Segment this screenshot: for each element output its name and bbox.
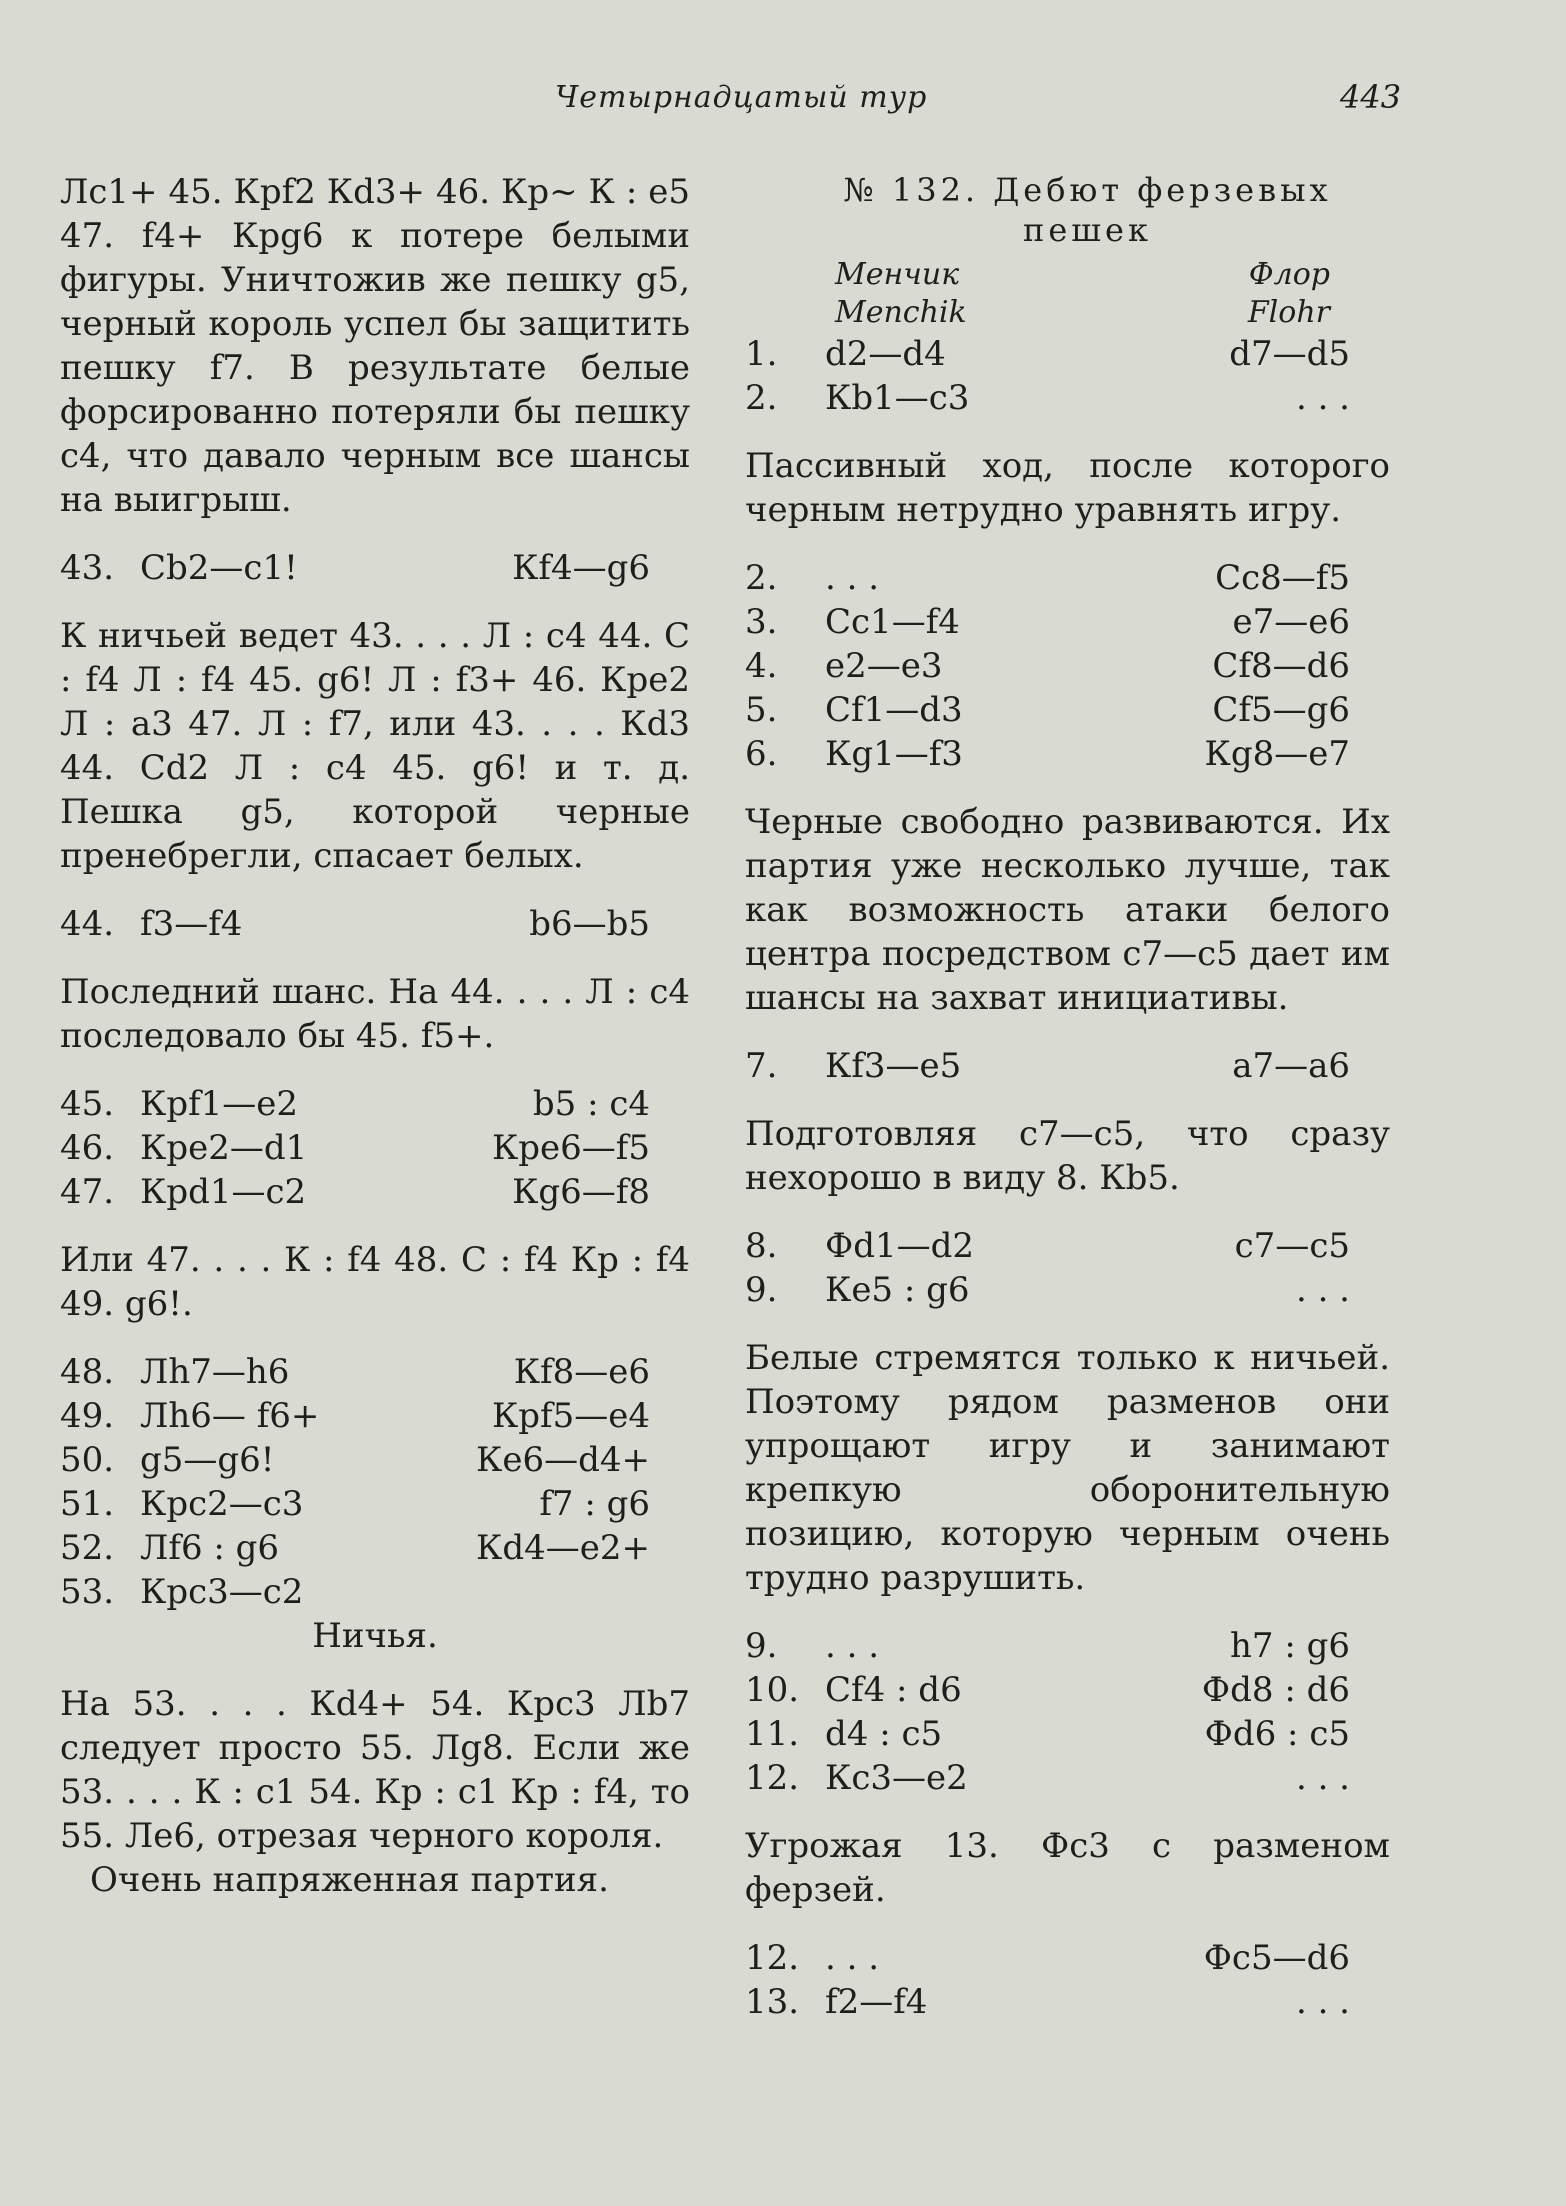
game-heading: № 132. Дебют ферзевых пешек (843, 171, 1332, 249)
black-player-ru: Флор (1248, 257, 1330, 292)
player-names-ru (745, 256, 1390, 294)
move-number: 2. (745, 378, 778, 418)
move-number: 47. (60, 1172, 115, 1212)
move-row (745, 1980, 1390, 2024)
move-row (745, 1712, 1390, 1756)
move-number: 48. (60, 1352, 115, 1392)
move-row (745, 556, 1390, 600)
move-number: 52. (60, 1528, 115, 1568)
move-number: 9. (745, 1626, 778, 1666)
white-move: Кс3—е2 (825, 1758, 968, 1798)
white-move: Лh7—h6 (140, 1352, 290, 1392)
move-row (60, 1350, 690, 1394)
black-move: d7—d5 (1229, 334, 1350, 374)
move-row (745, 600, 1390, 644)
black-move: с7—с5 (1234, 1226, 1350, 1266)
black-move: Сf8—d6 (1212, 646, 1350, 686)
black-move: Фс5—d6 (1203, 1938, 1350, 1978)
white-player-ru: Менчик (835, 257, 960, 292)
move-row (60, 546, 690, 590)
white-move: . . . (825, 1938, 880, 1978)
move-row (745, 376, 1390, 420)
player-names-lat (745, 294, 1390, 332)
commentary-paragraph: На 53. . . . Кd4+ 54. Крс3 Лb7 следует просто 55. Лg8. Если же 53. . . . К : с1 54. Кр : с1 Кр : f4, то 55. Ле6, отрезая черного короля. (60, 1684, 690, 1856)
move-row (60, 1082, 690, 1126)
black-move: Кg6—f8 (512, 1172, 650, 1212)
move-number: 1. (745, 334, 778, 374)
white-move: Крd1—с2 (140, 1172, 307, 1212)
white-move: d2—d4 (825, 334, 946, 374)
move-number: 44. (60, 904, 115, 944)
commentary-paragraph: Подготовляя с7—с5, что сразу нехорошо в виду 8. Кb5. (745, 1114, 1390, 1198)
black-move: Сf5—g6 (1212, 690, 1350, 730)
black-move: . . . (1295, 1270, 1350, 1310)
black-move: b5 : с4 (532, 1084, 650, 1124)
black-move: Кf8—е6 (513, 1352, 650, 1392)
move-number: 45. (60, 1084, 115, 1124)
move-row (745, 1936, 1390, 1980)
black-move: . . . (1295, 378, 1350, 418)
black-move: b6—b5 (529, 904, 650, 944)
move-number: 12. (745, 1758, 800, 1798)
white-move: f3—f4 (140, 904, 243, 944)
move-number: 53. (60, 1572, 115, 1612)
commentary-paragraph: Очень напряженная партия. (90, 1860, 609, 1900)
move-row (745, 1668, 1390, 1712)
white-move: Фd1—d2 (825, 1226, 975, 1266)
move-row (745, 688, 1390, 732)
black-move: Фd6 : с5 (1204, 1714, 1350, 1754)
black-move: Кf4—g6 (512, 548, 650, 588)
black-move: . . . (1295, 1982, 1350, 2022)
commentary-paragraph: Пассивный ход, после которого черным нетрудно уравнять игру. (745, 446, 1390, 530)
move-row (60, 1482, 690, 1526)
move-row (745, 332, 1390, 376)
black-move: е7—е6 (1232, 602, 1350, 642)
move-row (60, 1126, 690, 1170)
white-move: Крс2—с3 (140, 1484, 304, 1524)
black-move: Сс8—f5 (1215, 558, 1350, 598)
white-move: Кg1—f3 (825, 734, 963, 774)
page-number: 443 (1340, 78, 1402, 116)
move-number: 4. (745, 646, 778, 686)
black-move: Фd8 : d6 (1201, 1670, 1350, 1710)
commentary-paragraph: Белые стремятся только к ничьей. Поэтому рядом разменов они упрощают игру и занимают крепкую оборонительную позицию, которую черным очень трудно разрушить. (745, 1338, 1390, 1598)
black-move: . . . (1295, 1758, 1350, 1798)
white-move: Сс1—f4 (825, 602, 960, 642)
commentary-paragraph: Лс1+ 45. Крf2 Кd3+ 46. Кр~ К : е5 47. f4+ Крg6 к потере белыми фигуры. Уничтожив же пешку g5, черный король успел бы защитить пешку f7. В результате белые форсированно потеряли бы пешку с4, что давало черным все шансы на выигрыш. (60, 172, 690, 520)
running-head: Четырнадцатый тур (555, 80, 928, 115)
move-row (60, 1438, 690, 1482)
move-row (60, 1170, 690, 1214)
move-number: 46. (60, 1128, 115, 1168)
move-number: 13. (745, 1982, 800, 2022)
black-move (405, 1570, 690, 1614)
black-move: а7—а6 (1232, 1046, 1350, 1086)
white-move: f2—f4 (825, 1982, 928, 2022)
move-row (745, 1268, 1390, 1312)
move-number: 6. (745, 734, 778, 774)
move-row (60, 1394, 690, 1438)
commentary-paragraph: Последний шанс. На 44. . . . Л : с4 последовало бы 45. f5+. (60, 972, 690, 1056)
move-number: 51. (60, 1484, 115, 1524)
white-move: е2—е3 (825, 646, 943, 686)
white-move: Крс3—с2 (140, 1572, 304, 1612)
move-number: 7. (745, 1046, 778, 1086)
white-move: Крf1—е2 (140, 1084, 299, 1124)
move-number: 8. (745, 1226, 778, 1266)
move-number: 3. (745, 602, 778, 642)
black-move: Ке6—d4+ (476, 1440, 650, 1480)
black-move: Кg8—е7 (1204, 734, 1350, 774)
black-player-lat: Flohr (1247, 295, 1330, 330)
white-move: Сf1—d3 (825, 690, 963, 730)
move-number: 49. (60, 1396, 115, 1436)
commentary-paragraph: К ничьей ведет 43. . . . Л : с4 44. С : f4 Л : f4 45. g6! Л : f3+ 46. Кре2 Л : а3 47. Л : f7, или 43. . . . Кd3 44. Сd2 Л : с4 45. g6! и т. д. Пешка g5, которой черные пренебрегли, спасает белых. (60, 616, 690, 876)
commentary-paragraph: Черные свободно развиваются. Их партия уже несколько лучше, так как возможность атаки белого центра посредством с7—с5 дает им шансы на захват инициативы. (745, 802, 1390, 1018)
white-move: Лh6— f6+ (140, 1396, 320, 1436)
move-row (60, 902, 690, 946)
move-row (60, 1570, 690, 1614)
move-number: 9. (745, 1270, 778, 1310)
black-move: h7 : g6 (1230, 1626, 1350, 1666)
white-move: Лf6 : g6 (140, 1528, 280, 1568)
move-number: 2. (745, 558, 778, 598)
white-player-lat: Menchik (835, 295, 967, 330)
white-move: . . . (825, 1626, 880, 1666)
move-number: 12. (745, 1938, 800, 1978)
move-number: 11. (745, 1714, 800, 1754)
move-row (745, 1224, 1390, 1268)
black-move: Кре6—f5 (491, 1128, 650, 1168)
commentary-paragraph: Или 47. . . . К : f4 48. С : f4 Кр : f4 49. g6!. (60, 1240, 690, 1324)
white-move: g5—g6! (140, 1440, 275, 1480)
white-move: Ке5 : g6 (825, 1270, 970, 1310)
white-move: . . . (825, 558, 880, 598)
move-row (745, 1756, 1390, 1800)
right-column (745, 170, 1390, 2024)
move-row (745, 644, 1390, 688)
white-move: Кре2—d1 (140, 1128, 308, 1168)
move-number: 10. (745, 1670, 800, 1710)
move-row (745, 732, 1390, 776)
move-row (745, 1624, 1390, 1668)
white-move: Сf4 : d6 (825, 1670, 962, 1710)
move-number: 5. (745, 690, 778, 730)
white-move: d4 : с5 (825, 1714, 943, 1754)
move-number: 43. (60, 548, 115, 588)
move-number: 50. (60, 1440, 115, 1480)
black-move: Кd4—е2+ (476, 1528, 650, 1568)
move-row (60, 1526, 690, 1570)
white-move: Сb2—с1! (140, 548, 298, 588)
white-move: Кb1—с3 (825, 378, 970, 418)
commentary-paragraph: Угрожая 13. Фс3 с разменом ферзей. (745, 1826, 1390, 1910)
white-move: Кf3—е5 (825, 1046, 962, 1086)
move-row (745, 1044, 1390, 1088)
black-move: Крf5—е4 (491, 1396, 650, 1436)
black-move: f7 : g6 (539, 1484, 650, 1524)
left-column (60, 170, 690, 1902)
game-result: Ничья. (312, 1616, 438, 1656)
